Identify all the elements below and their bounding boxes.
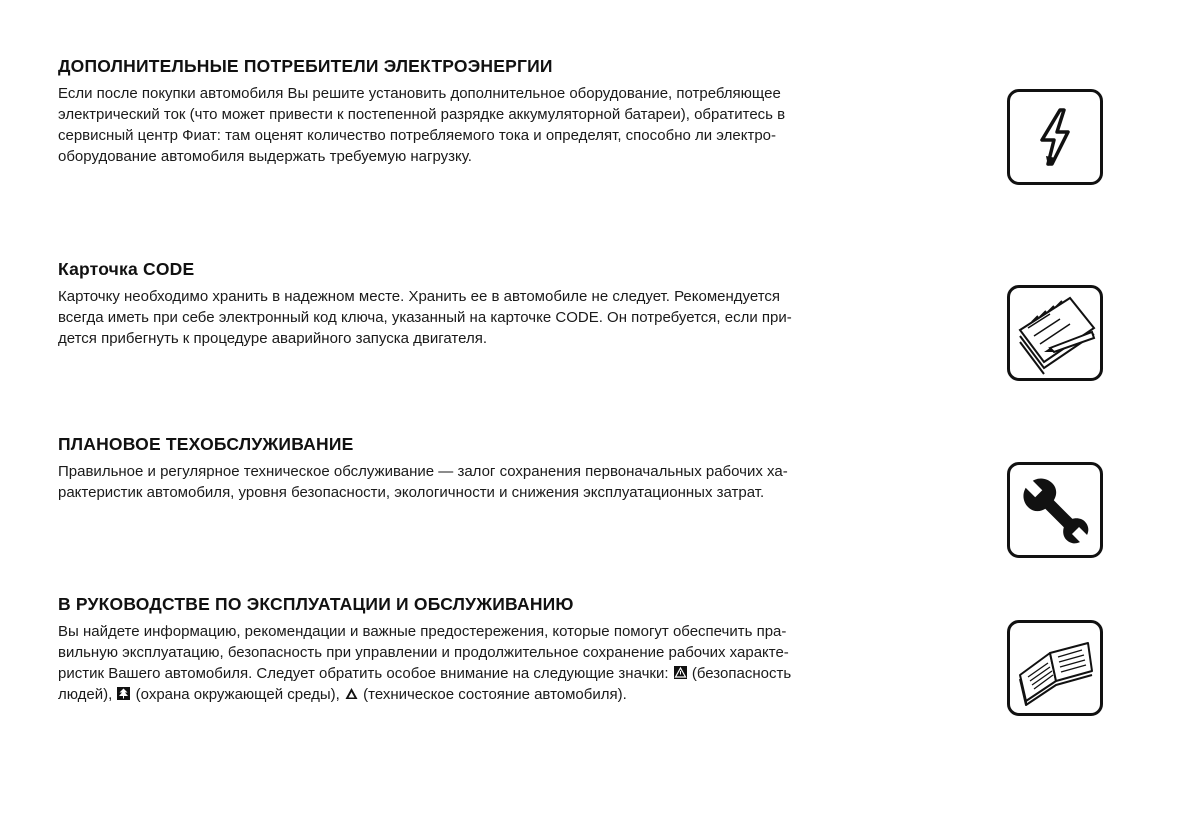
warning-vehicle-icon bbox=[345, 687, 358, 700]
body-line: сервисный центр Фиат: там оценят количество потребляемого тока и определят, способно ли электро- bbox=[58, 127, 777, 144]
body-line: рактеристик автомобиля, уровня безопасности, экологичности и снижения эксплуатационных затрат. bbox=[58, 484, 765, 501]
warning-person-icon bbox=[674, 666, 687, 679]
section-title: ДОПОЛНИТЕЛЬНЫЕ ПОТРЕБИТЕЛИ ЭЛЕКТРОЭНЕРГИИ bbox=[58, 56, 553, 76]
section-code-card bbox=[58, 259, 978, 349]
section-body bbox=[58, 83, 978, 167]
body-line: Если после покупки автомобиля Вы решите установить дополнительное оборудование, потребляющее bbox=[58, 85, 781, 102]
notepad-pencil-icon bbox=[1007, 285, 1103, 381]
section-body bbox=[58, 286, 978, 349]
lightning-icon bbox=[1007, 89, 1103, 185]
section-body bbox=[58, 621, 978, 705]
body-line: ристик Вашего автомобиля. Следует обратить особое внимание на следующие значки: (безопасность bbox=[58, 665, 792, 682]
section-title: Карточка CODE bbox=[58, 259, 195, 279]
environment-icon bbox=[117, 687, 130, 700]
body-line: электрический ток (что может привести к постепенной разрядке аккумуляторной батареи), обратитесь в bbox=[58, 106, 786, 123]
body-line: оборудование автомобиля выдержать требуемую нагрузку. bbox=[58, 148, 472, 165]
open-book-icon bbox=[1007, 620, 1103, 716]
body-line: Карточку необходимо хранить в надежном месте. Хранить ее в автомобиле не следует. Рекомендуется bbox=[58, 288, 781, 305]
body-line: вильную эксплуатацию, безопасность при управлении и продолжительное сохранение рабочих характе- bbox=[58, 644, 789, 661]
body-line: Вы найдете информацию, рекомендации и важные предостережения, которые помогут обеспечить пра- bbox=[58, 623, 787, 640]
body-line: Правильное и регулярное техническое обслуживание — залог сохранения первоначальных рабочих ха- bbox=[58, 463, 788, 480]
section-body bbox=[58, 461, 978, 503]
body-line: всегда иметь при себе электронный код ключа, указанный на карточке CODE. Он потребуется, если при- bbox=[58, 309, 792, 326]
body-line: дется прибегнуть к процедуре аварийного запуска двигателя. bbox=[58, 330, 487, 347]
section-title: В РУКОВОДСТВЕ ПО ЭКСПЛУАТАЦИИ И ОБСЛУЖИВАНИЮ bbox=[58, 594, 574, 614]
section-additional-consumers bbox=[58, 56, 978, 167]
section-scheduled-maintenance bbox=[58, 434, 978, 503]
section-title: ПЛАНОВОЕ ТЕХОБСЛУЖИВАНИЕ bbox=[58, 434, 354, 454]
wrench-icon bbox=[1007, 462, 1103, 558]
section-manual bbox=[58, 594, 978, 705]
body-line: людей), (охрана окружающей среды), (техническое состояние автомобиля). bbox=[58, 686, 627, 703]
